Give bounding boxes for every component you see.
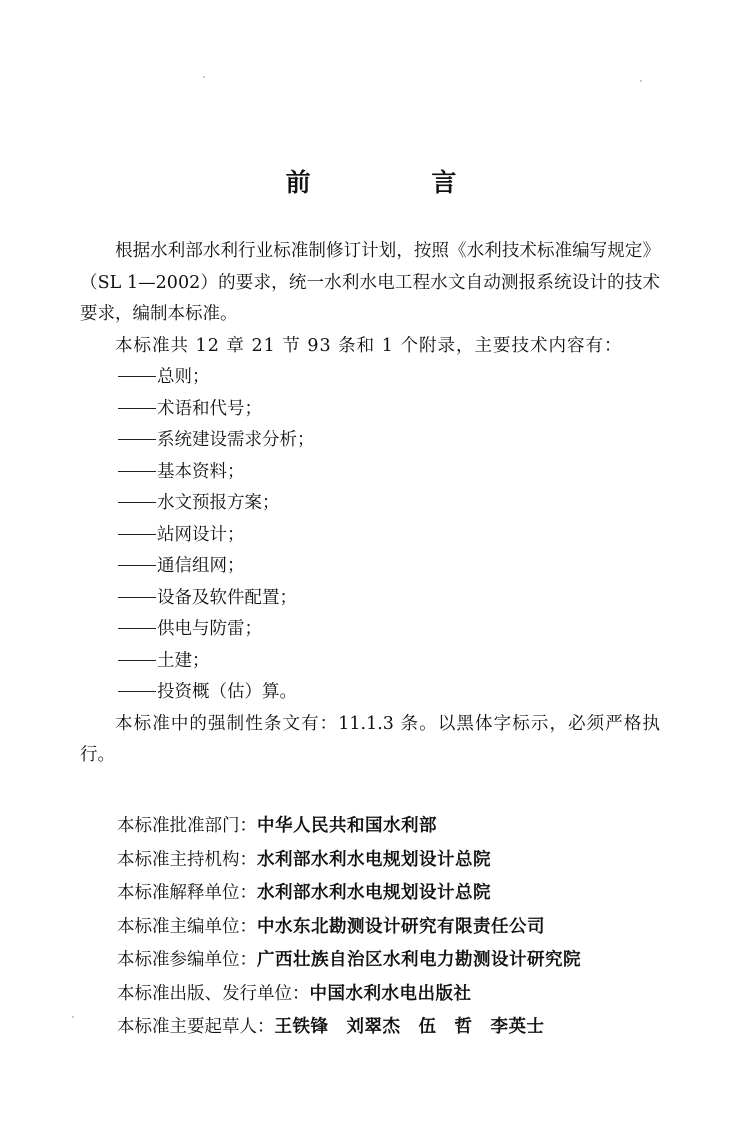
dash-mark [118, 691, 156, 692]
preface-body [80, 236, 660, 772]
dash-mark [118, 502, 156, 503]
list-item-text: 通信组网； [157, 556, 245, 576]
dash-mark [118, 408, 156, 409]
org-label: 本标准解释单位： [117, 883, 257, 903]
list-item-text: 供电与防雷； [157, 619, 262, 639]
org-label: 本标准出版、发行单位： [117, 983, 310, 1004]
dash-mark [118, 439, 156, 440]
intro-paragraph: 根据水利部水利行业标准制修订计划，按照《水利技术标准编写规定》（SL 1—2002）的要求，统一水利水电工程水文自动测报系统设计的技术要求，编制本标准。 [80, 241, 660, 324]
org-row [117, 944, 677, 978]
org-row [117, 978, 677, 1012]
dash-mark [118, 471, 156, 472]
list-item-text: 设备及软件配置； [157, 587, 297, 608]
list-item-text: 总则； [157, 367, 210, 387]
org-label: 本标准主编单位： [117, 916, 257, 937]
list-item [118, 614, 660, 646]
list-item [118, 520, 660, 552]
dash-mark [118, 628, 156, 629]
dash-mark [118, 597, 156, 598]
org-label: 本标准主持机构： [117, 849, 257, 870]
list-item-text: 投资概（估）算。 [157, 682, 297, 702]
org-value: 广西壮族自治区水利电力勘测设计研究院 [257, 950, 581, 970]
list-item [118, 394, 660, 426]
list-item-text: 土建； [157, 650, 210, 671]
org-label: 本标准主要起草人： [117, 1017, 275, 1037]
org-value: 王铁锋 刘翠杰 伍 哲 李英士 [274, 1017, 545, 1037]
org-row [117, 1011, 677, 1045]
org-label: 本标准参编单位： [117, 950, 257, 970]
list-item-text: 水文预报方案； [157, 493, 280, 513]
list-item [118, 362, 660, 394]
org-value: 中水东北勘测设计研究有限责任公司 [257, 916, 545, 937]
list-item-text: 站网设计； [157, 524, 245, 545]
org-row [117, 877, 677, 911]
structure-paragraph: 本标准共 12 章 21 节 93 条和 1 个附录，主要技术内容有： [115, 335, 623, 356]
list-item-text: 系统建设需求分析； [157, 430, 315, 450]
list-item [118, 646, 660, 678]
list-item-text: 术语和代号； [157, 398, 262, 419]
mandatory-clause-paragraph: 本标准中的强制性条文有：11.1.3 条。以黑体字标示，必须严格执行。 [80, 713, 660, 765]
dash-mark [118, 660, 156, 661]
org-row [117, 810, 677, 844]
org-label: 本标准批准部门： [117, 816, 257, 836]
scan-speck [72, 1016, 74, 1018]
list-item [118, 425, 660, 457]
org-value: 中国水利水电出版社 [309, 983, 472, 1004]
dash-mark [118, 534, 156, 535]
dash-mark [118, 376, 156, 377]
scan-speck [640, 80, 642, 82]
list-item [118, 677, 660, 709]
org-value: 中华人民共和国水利部 [257, 816, 437, 836]
scan-speck [203, 76, 205, 78]
list-item [118, 551, 660, 583]
list-item-text: 基本资料； [157, 461, 245, 482]
organization-list [117, 810, 677, 1045]
list-item [118, 457, 660, 489]
list-item [118, 583, 660, 615]
org-value: 水利部水利水电规划设计总院 [257, 849, 491, 870]
page-title: 前 言 [285, 168, 513, 197]
org-row [117, 844, 677, 878]
org-row [117, 911, 677, 945]
list-item [118, 488, 660, 520]
org-value: 水利部水利水电规划设计总院 [257, 883, 491, 903]
contents-list [80, 362, 660, 709]
dash-mark [118, 565, 156, 566]
